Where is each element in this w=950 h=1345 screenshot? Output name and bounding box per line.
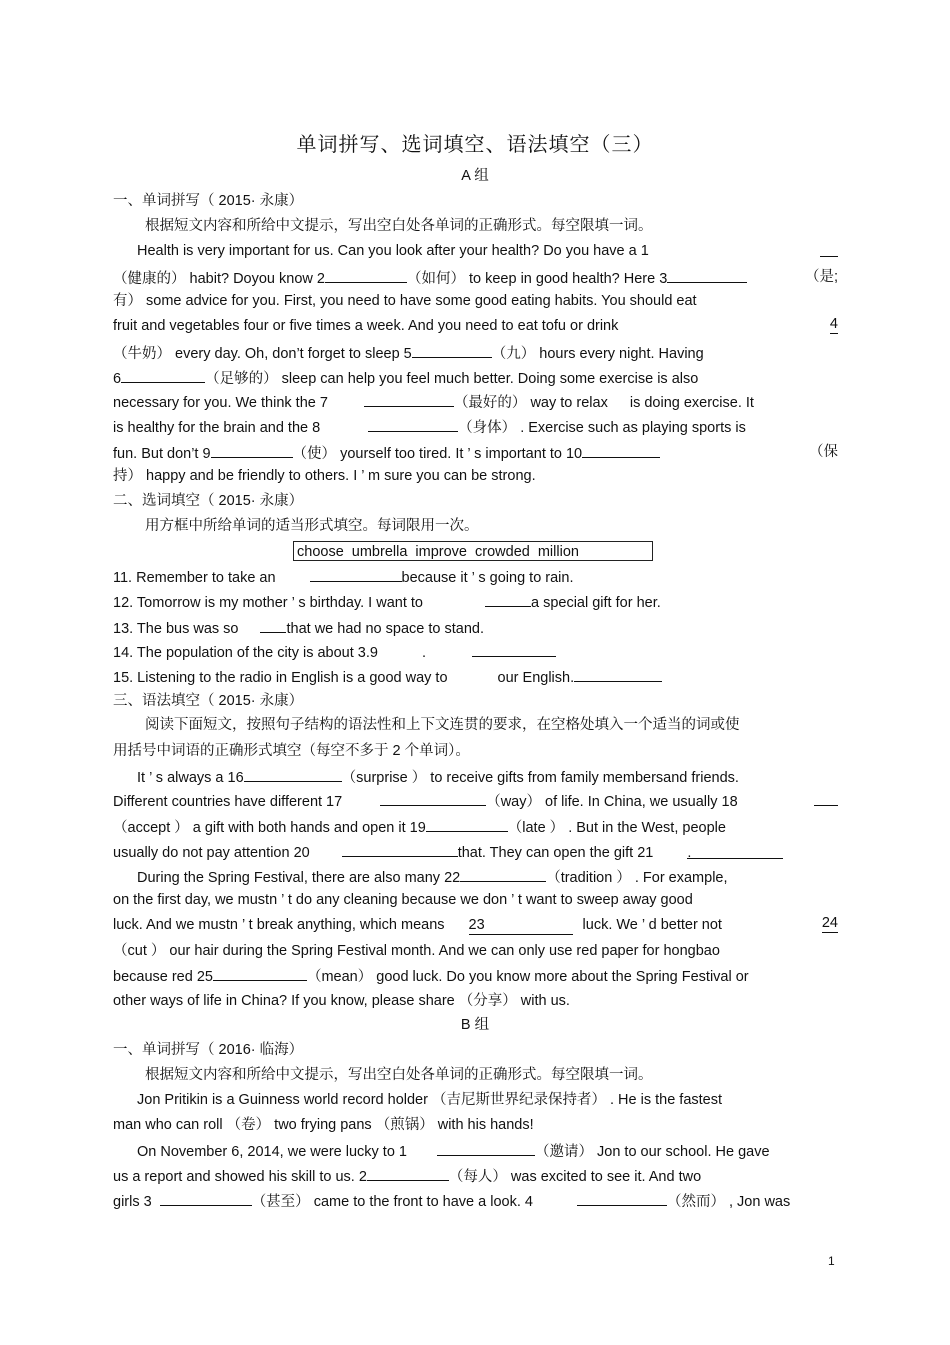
passage-3-line [113,816,838,838]
blank-9[interactable] [211,442,293,458]
word-box: choose umbrella improve crowded million [293,541,653,561]
text: usually do not pay attention 20 [113,845,310,861]
passage-1-line [113,342,838,364]
question-14 [113,641,838,663]
text: Different countries have different 17 [113,794,343,810]
blank-b1[interactable] [437,1140,535,1156]
section-2-heading: 二、选词填空（ 2015· 永康） [113,493,304,509]
text: During the Spring Festival, there are also many 22 [137,870,461,886]
passage-1-line [113,416,838,438]
passage-3-line: on the first day, we mustn ’ t do any cleaning because we don ’ t want to sweep away good [113,892,693,908]
blank-1[interactable] [820,241,838,257]
passage-1-line [113,267,838,289]
text: 11. Remember to take an [113,570,276,586]
section-4-heading: 一、单词拼写（ 2016· 临海） [113,1042,304,1058]
text: . [421,645,426,661]
blank-18[interactable] [814,790,838,806]
text: our English. [497,670,575,686]
section-4-instructions: 根据短文内容和所给中文提示，写出空白处各单词的正确形式。每空限填一词。 [145,1067,653,1083]
blank-22[interactable] [460,866,546,882]
blank-6[interactable] [121,367,205,383]
passage-1-line [113,442,838,464]
blank-5[interactable] [412,342,492,358]
blank-14[interactable] [472,641,556,657]
question-11 [113,566,838,588]
text: （保 [809,444,838,460]
passage-1-line: 持） happy and be friendly to others. I ’ m sure you can be strong. [113,468,536,484]
text: It ’ s always a 16 [137,770,244,786]
text: （如何） to keep in good health? Here 3 [406,271,668,287]
blank-17[interactable] [380,790,486,806]
blank-2[interactable] [325,267,407,283]
passage-3-line [113,965,838,987]
passage-3-line: other ways of life in China? If you know, please share （分享） with us. [113,993,570,1009]
text: （mean） good luck. Do you know more about the Spring Festival or [306,969,749,985]
text: （使） yourself too tired. It ’ s important to 10 [292,446,583,462]
blank-b3[interactable] [160,1190,252,1206]
section-3-instructions: 阅读下面短文，按照句子结构的语法性和上下文连贯的要求，在空格处填入一个适当的词或使 [145,717,740,733]
blank-7[interactable] [364,391,454,407]
text: is healthy for the brain and the 8 [113,420,321,436]
text: （牛奶） every day. Oh, don’t forget to sleep 5 [113,346,412,362]
question-15 [113,666,838,688]
blank-4[interactable]: 4 [829,316,838,332]
text: 12. Tomorrow is my mother ’ s birthday. I want to [113,595,423,611]
text: （surprise ） to receive gifts from family membersand friends. [341,770,739,786]
text: because red 25 [113,969,213,985]
passage-4-line: man who can roll （卷） two frying pans （煎锅） with his hands! [113,1117,534,1133]
blank-11[interactable] [310,566,402,582]
section-1-heading: 一、单词拼写（ 2015· 永康） [113,193,304,209]
blank-21[interactable] [687,843,783,859]
passage-4-line: Jon Pritikin is a Guinness world record holder （吉尼斯世界纪录保持者） . He is the fastest [137,1092,723,1108]
passage-1-line [113,391,838,413]
text: is doing exercise. It [629,395,754,411]
section-3-heading: 三、语法填空（ 2015· 永康） [113,693,304,709]
page-title: 单词拼写、选词填空、语法填空（三） [296,132,654,156]
section-1-instructions: 根据短文内容和所给中文提示，写出空白处各单词的正确形式。每空限填一词。 [145,218,653,234]
blank-10[interactable] [582,442,660,458]
text: a special gift for her. [530,595,661,611]
text: . [687,845,692,861]
question-13 [113,617,838,639]
text: （九） hours every night. Having [491,346,704,362]
passage-3-line [113,790,838,812]
text: （健康的） habit? Doyou know 2 [113,271,325,287]
question-12 [113,591,838,613]
text: 15. Listening to the radio in English is a good way to [113,670,448,686]
text: girls 3 [113,1194,152,1210]
text: Health is very important for us. Can you look after your health? Do you have a 1 [137,243,649,259]
text: （每人） was excited to see it. And two [448,1169,702,1185]
text: 6 [113,371,122,387]
blank-16[interactable] [244,766,342,782]
passage-3-line [113,915,838,935]
blank-23[interactable]: 23 [469,917,573,935]
text: that we had no space to stand. [286,621,484,637]
text: （way） of life. In China, we usually 18 [486,794,738,810]
text: （足够的） sleep can help you feel much better. Doing some exercise is also [205,371,699,387]
text: that. They can open the gift 21 [457,845,654,861]
text: luck. And we mustn ’ t break anything, which means [113,917,445,933]
blank-12[interactable] [485,591,531,607]
passage-3-line [113,841,838,863]
blank-15[interactable] [574,666,662,682]
text: （最好的） way to relax [453,395,608,411]
blank-13[interactable] [260,617,286,633]
passage-4-line [137,1140,838,1162]
passage-1-line [137,241,838,261]
section-2-instructions: 用方框中所给单词的适当形式填空。每词限用一次。 [145,518,479,534]
text: （身体） . Exercise such as playing sports is [458,420,746,436]
passage-3-line [137,766,838,788]
text: 14. The population of the city is about 3.9 [113,645,378,661]
text: 13. The bus was so [113,621,239,637]
blank-24[interactable]: 24 [821,915,838,931]
blank-20[interactable] [342,841,458,857]
page-number: 1 [828,1254,835,1268]
passage-1-line: 有） some advice for you. First, you need to have some good eating habits. You should eat [113,293,697,309]
text: （甚至） came to the front to have a look. 4 [251,1194,533,1210]
text: because it ’ s going to rain. [401,570,574,586]
passage-4-line [113,1165,838,1187]
passage-3-line: （cut ） our hair during the Spring Festival month. And we can only use red paper for hongbao [113,943,720,959]
passage-1-line [113,367,838,389]
text: fruit and vegetables four or five times a week. And you need to eat tofu or drink [113,318,619,334]
text: （邀请） Jon to our school. He gave [535,1144,770,1160]
text: luck. We ’ d better not [582,917,722,933]
text: （是; [804,269,838,285]
blank-b2[interactable] [367,1165,449,1181]
blank-25[interactable] [213,965,307,981]
blank-8[interactable] [368,416,458,432]
text: （accept ） a gift with both hands and open it 19 [113,820,426,836]
passage-3-line [137,866,838,888]
group-a-heading: A 组 [461,168,489,184]
blank-19[interactable] [426,816,508,832]
group-b-heading: B 组 [460,1017,490,1033]
text: necessary for you. We think the 7 [113,395,328,411]
text: （然而） , Jon was [666,1194,791,1210]
text: （late ） . But in the West, people [507,820,726,836]
blank-3[interactable] [667,267,747,283]
section-3-instructions: 用括号中词语的正确形式填空（每空不多于 2 个单词）。 [113,743,470,759]
passage-4-line [113,1190,838,1212]
text: us a report and showed his skill to us. 2 [113,1169,367,1185]
text: fun. But don’t 9 [113,446,211,462]
text: （tradition ） . For example, [546,870,728,886]
text: On November 6, 2014, we were lucky to 1 [137,1144,407,1160]
passage-1-line [113,316,838,336]
blank-b4[interactable] [577,1190,667,1206]
